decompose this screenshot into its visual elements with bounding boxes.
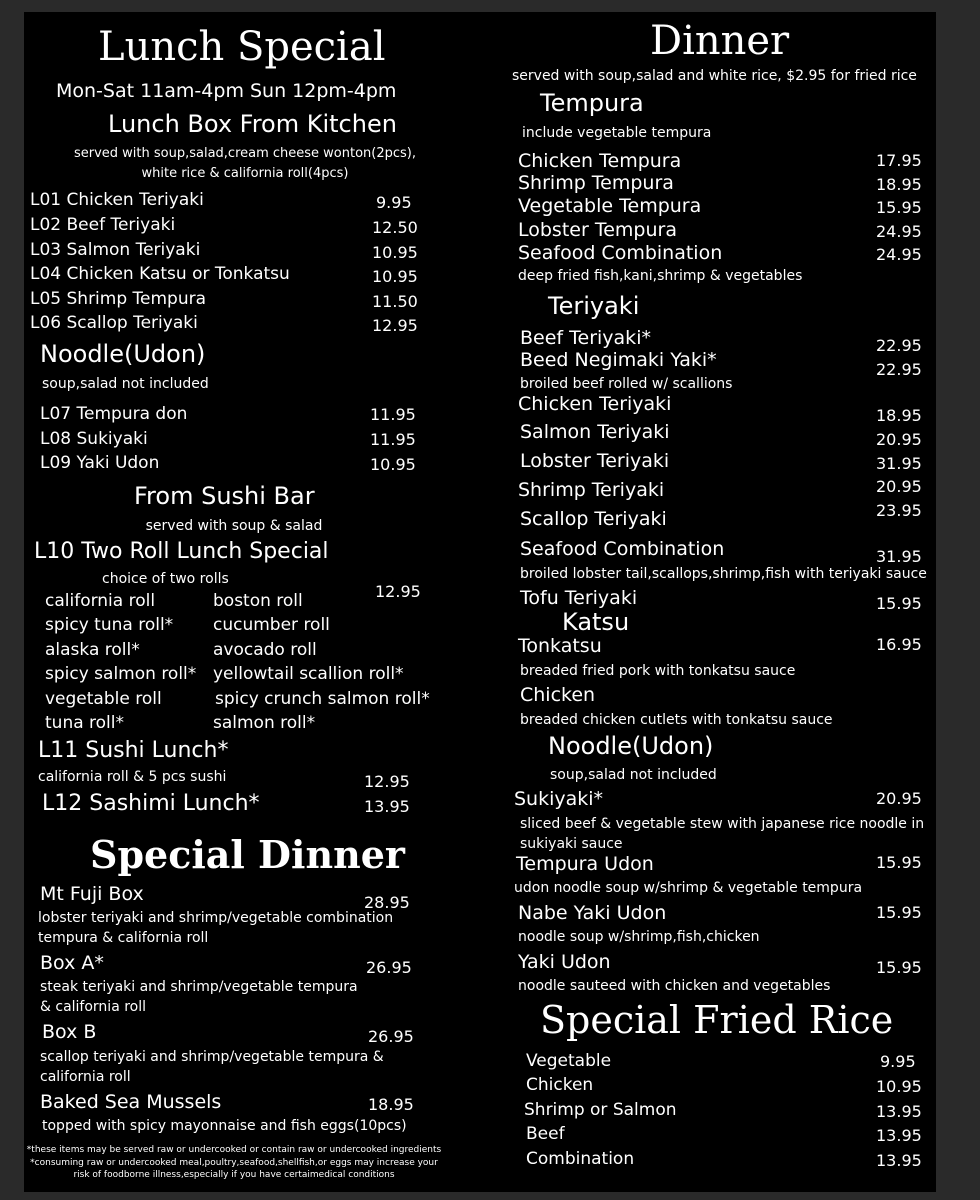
- menu-item-desc: topped with spicy mayonnaise and fish eggs(10pcs): [42, 1118, 407, 1134]
- sushi-bar-heading: From Sushi Bar: [134, 482, 315, 510]
- menu-item-price: 15.95: [876, 198, 922, 217]
- consumer-advisory: risk of foodborne illness,especially if you have certaimedical conditions: [73, 1170, 395, 1180]
- menu-item-name: Mt Fuji Box: [40, 883, 144, 905]
- menu-item-name: Seafood Combination: [520, 538, 725, 560]
- menu-item-name: L03 Salmon Teriyaki: [30, 240, 201, 260]
- tempura-desc: include vegetable tempura: [522, 125, 712, 141]
- lunch-special-title: Lunch Special: [98, 24, 386, 70]
- roll-option: boston roll: [213, 591, 303, 611]
- menu-board: [24, 12, 936, 1192]
- katsu-heading: Katsu: [562, 608, 630, 636]
- special-dinner-title: Special Dinner: [90, 832, 405, 877]
- menu-item-name: Lobster Teriyaki: [520, 450, 670, 472]
- menu-item-price: 15.95: [876, 594, 922, 613]
- menu-item-name: Vegetable: [526, 1051, 612, 1071]
- menu-item-desc: lobster teriyaki and shrimp/vegetable combination: [38, 910, 394, 926]
- menu-item-desc: california roll: [40, 1069, 131, 1085]
- roll-option: tuna roll*: [45, 713, 124, 733]
- menu-item-price: 22.95: [876, 336, 922, 355]
- menu-item-price: 20.95: [876, 789, 922, 808]
- lunch-hours: Mon-Sat 11am-4pm Sun 12pm-4pm: [56, 80, 397, 102]
- menu-item-desc: sukiyaki sauce: [520, 836, 623, 852]
- menu-item-name: Chicken Teriyaki: [518, 393, 672, 415]
- menu-item-name: Chicken: [526, 1075, 594, 1095]
- l11-name: L11 Sushi Lunch*: [38, 738, 229, 763]
- menu-item-price: 11.95: [370, 405, 416, 424]
- menu-item-price: 10.95: [876, 1077, 922, 1096]
- menu-item-name: L07 Tempura don: [40, 404, 188, 424]
- menu-item-price: 24.95: [876, 222, 922, 241]
- menu-item-name: Scallop Teriyaki: [520, 508, 667, 530]
- menu-item-price: 26.95: [366, 958, 412, 977]
- dinner-subtitle: served with soup,salad and white rice, $2.95 for fried rice: [512, 68, 917, 84]
- menu-item-desc: & california roll: [40, 999, 147, 1015]
- menu-item-price: 15.95: [876, 903, 922, 922]
- roll-option: spicy crunch salmon roll*: [215, 689, 430, 709]
- menu-item-price: 18.95: [876, 406, 922, 425]
- menu-item-price: 26.95: [368, 1027, 414, 1046]
- menu-item-price: 10.95: [372, 267, 418, 286]
- menu-item-desc: breaded fried pork with tonkatsu sauce: [520, 663, 796, 679]
- roll-option: salmon roll*: [213, 713, 316, 733]
- menu-item-price: 16.95: [876, 635, 922, 654]
- menu-item-price: 13.95: [876, 1102, 922, 1121]
- menu-item-name: Beef Teriyaki*: [520, 327, 651, 349]
- menu-item-price: 13.95: [876, 1151, 922, 1170]
- menu-item-name: Box B: [42, 1021, 97, 1043]
- menu-item-price: 12.50: [372, 218, 418, 237]
- menu-item-desc: breaded chicken cutlets with tonkatsu sauce: [520, 712, 833, 728]
- menu-item-price: 10.95: [370, 455, 416, 474]
- menu-item-price: 9.95: [880, 1052, 916, 1071]
- lunch-box-desc: served with soup,salad,cream cheese wonton(2pcs),: [73, 146, 417, 161]
- roll-option: avocado roll: [213, 640, 317, 660]
- menu-item-desc: steak teriyaki and shrimp/vegetable tempura: [40, 979, 358, 995]
- menu-item-name: Shrimp or Salmon: [524, 1100, 677, 1120]
- menu-item-desc: broiled lobster tail,scallops,shrimp,fish with teriyaki sauce: [520, 566, 927, 582]
- dinner-noodle-heading: Noodle(Udon): [548, 732, 714, 760]
- menu-item-desc: tempura & california roll: [38, 930, 209, 946]
- menu-item-desc: scallop teriyaki and shrimp/vegetable tempura &: [40, 1049, 384, 1065]
- dinner-noodle-desc: soup,salad not included: [550, 767, 717, 783]
- menu-item-name: Salmon Teriyaki: [520, 421, 670, 443]
- menu-item-name: Beef: [526, 1124, 565, 1144]
- roll-option: california roll: [45, 591, 156, 611]
- menu-item-name: Sukiyaki*: [514, 788, 604, 810]
- menu-item-name: L02 Beef Teriyaki: [30, 215, 176, 235]
- menu-item-price: 9.95: [376, 193, 412, 212]
- menu-item-price: 28.95: [364, 893, 410, 912]
- menu-item-name: Shrimp Teriyaki: [518, 479, 665, 501]
- fried-rice-title: Special Fried Rice: [540, 998, 894, 1042]
- menu-item-name: L06 Scallop Teriyaki: [30, 313, 198, 333]
- menu-item-name: Tempura Udon: [516, 853, 654, 875]
- menu-item-name: Lobster Tempura: [518, 219, 677, 241]
- menu-item-name: Beed Negimaki Yaki*: [520, 349, 717, 371]
- lunch-box-desc: white rice & california roll(4pcs): [141, 166, 349, 181]
- menu-item-price: 18.95: [368, 1095, 414, 1114]
- menu-item-desc: noodle soup w/shrimp,fish,chicken: [518, 929, 760, 945]
- menu-item-name: Yaki Udon: [518, 951, 611, 973]
- menu-item-price: 10.95: [372, 243, 418, 262]
- menu-item-desc: udon noodle soup w/shrimp & vegetable tempura: [514, 880, 863, 896]
- l11-desc: california roll & 5 pcs sushi: [38, 769, 227, 785]
- roll-option: spicy tuna roll*: [45, 615, 174, 635]
- lunch-noodle-heading: Noodle(Udon): [40, 340, 206, 368]
- menu-item-price: 12.95: [372, 316, 418, 335]
- consumer-advisory: *these items may be served raw or undercooked or contain raw or undercooked ingredients: [26, 1145, 442, 1155]
- dinner-title: Dinner: [650, 18, 790, 64]
- menu-item-name: Baked Sea Mussels: [40, 1091, 222, 1113]
- menu-item-price: 31.95: [876, 454, 922, 473]
- l11-price: 12.95: [364, 772, 410, 791]
- l10-price: 12.95: [375, 582, 421, 601]
- menu-item-price: 15.95: [876, 853, 922, 872]
- l12-name: L12 Sashimi Lunch*: [42, 791, 260, 816]
- menu-item-name: L01 Chicken Teriyaki: [30, 190, 204, 210]
- l10-desc: choice of two rolls: [102, 571, 229, 587]
- menu-item-name: L04 Chicken Katsu or Tonkatsu: [30, 264, 290, 284]
- menu-item-price: 23.95: [876, 501, 922, 520]
- roll-option: cucumber roll: [213, 615, 330, 635]
- menu-item-price: 24.95: [876, 245, 922, 264]
- menu-item-desc: sliced beef & vegetable stew with japanese rice noodle in: [520, 816, 925, 832]
- lunch-box-heading: Lunch Box From Kitchen: [108, 110, 397, 138]
- menu-item-price: 17.95: [876, 151, 922, 170]
- menu-item-name: Nabe Yaki Udon: [518, 902, 667, 924]
- menu-item-price: 11.50: [372, 292, 418, 311]
- menu-item-name: L08 Sukiyaki: [40, 429, 148, 449]
- roll-option: alaska roll*: [45, 640, 140, 660]
- menu-item-name: Chicken Tempura: [518, 150, 682, 172]
- menu-item-desc: broiled beef rolled w/ scallions: [520, 376, 733, 392]
- menu-item-name: Combination: [526, 1149, 635, 1169]
- consumer-advisory: *consuming raw or undercooked meal,poultry,seafood,shellfish,or eggs may increase your: [30, 1158, 438, 1168]
- menu-item-price: 22.95: [876, 360, 922, 379]
- menu-item-price: 13.95: [876, 1126, 922, 1145]
- l12-price: 13.95: [364, 797, 410, 816]
- menu-item-name: Chicken: [520, 684, 596, 706]
- menu-item-name: Vegetable Tempura: [518, 195, 702, 217]
- l10-name: L10 Two Roll Lunch Special: [34, 539, 329, 564]
- menu-item-name: Box A*: [40, 952, 104, 974]
- menu-item-name: L05 Shrimp Tempura: [30, 289, 207, 309]
- menu-item-desc: noodle sauteed with chicken and vegetables: [518, 978, 831, 994]
- menu-item-price: 31.95: [876, 547, 922, 566]
- roll-option: yellowtail scallion roll*: [213, 664, 404, 684]
- menu-item-price: 18.95: [876, 175, 922, 194]
- menu-item-price: 20.95: [876, 477, 922, 496]
- sushi-bar-desc: served with soup & salad: [145, 518, 323, 534]
- menu-item-name: Seafood Combination: [518, 242, 723, 264]
- menu-item-name: Shrimp Tempura: [518, 172, 674, 194]
- menu-item-price: 20.95: [876, 430, 922, 449]
- menu-item-desc: deep fried fish,kani,shrimp & vegetables: [518, 268, 803, 284]
- menu-item-name: Tonkatsu: [518, 635, 602, 657]
- tempura-heading: Tempura: [540, 89, 644, 117]
- menu-item-name: L09 Yaki Udon: [40, 453, 160, 473]
- roll-option: spicy salmon roll*: [45, 664, 197, 684]
- roll-option: vegetable roll: [45, 689, 162, 709]
- menu-item-price: 11.95: [370, 430, 416, 449]
- lunch-noodle-desc: soup,salad not included: [42, 376, 209, 392]
- teriyaki-heading: Teriyaki: [548, 292, 640, 320]
- menu-item-price: 15.95: [876, 958, 922, 977]
- menu-item-name: Tofu Teriyaki: [520, 587, 638, 609]
